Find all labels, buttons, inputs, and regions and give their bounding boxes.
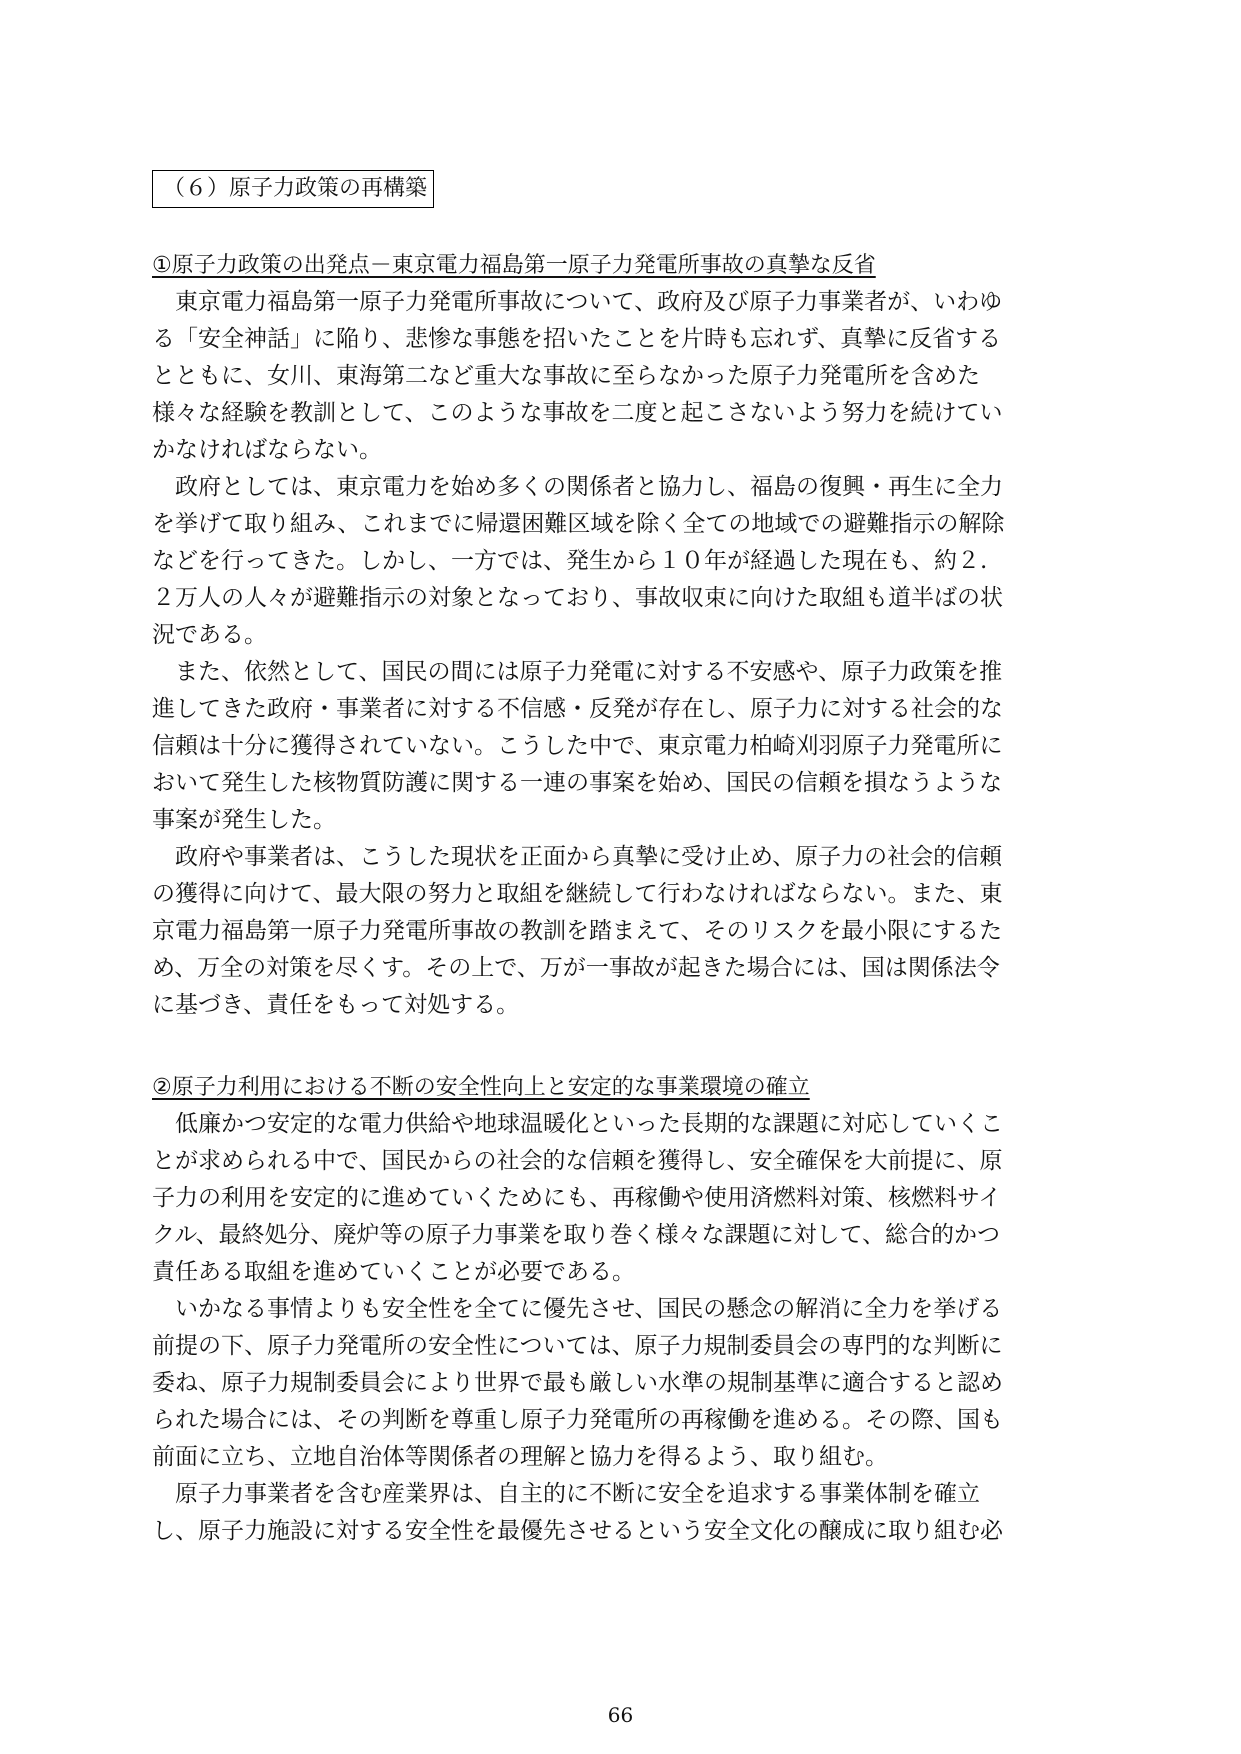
text-line: 東京電力福島第一原子力発電所事故について、政府及び原子力事業者が、いわゆ (152, 289, 1003, 315)
text-line: 原子力事業者を含む産業界は、自主的に不断に安全を追求する事業体制を確立 (152, 1481, 980, 1507)
text-line: また、依然として、国民の間には原子力発電に対する不安感や、原子力政策を推 (152, 659, 1003, 685)
text-line: 進してきた政府・事業者に対する不信感・反発が存在し、原子力に対する社会的な (152, 696, 1003, 722)
page-number: 66 (607, 1703, 634, 1727)
text-line: 前面に立ち、立地自治体等関係者の理解と協力を得るよう、取り組む。 (152, 1444, 888, 1470)
text-line: し、原子力施設に対する安全性を最優先させるという安全文化の醸成に取り組む必 (152, 1518, 1003, 1544)
text-line: とが求められる中で、国民からの社会的な信頼を獲得し、安全確保を大前提に、原 (152, 1148, 1003, 1174)
text-line: 前提の下、原子力発電所の安全性については、原子力規制委員会の専門的な判断に (152, 1333, 1003, 1359)
subsection-body-1 (152, 284, 1082, 1024)
subsection-heading-2: ②原子力利用における不断の安全性向上と安定的な事業環境の確立 (152, 1075, 810, 1100)
text-line: 政府としては、東京電力を始め多くの関係者と協力し、福島の復興・再生に全力 (152, 474, 1003, 500)
subsection-body-2 (152, 1106, 1082, 1550)
text-line: られた場合には、その判断を尊重し原子力発電所の再稼働を進める。その際、国も (152, 1407, 1003, 1433)
text-line: 子力の利用を安定的に進めていくためにも、再稼働や使用済燃料対策、核燃料サイ (152, 1185, 1002, 1211)
text-line: などを行ってきた。しかし、一方では、発生から１０年が経過した現在も、約２. (152, 548, 988, 574)
text-line: 委ね、原子力規制委員会により世界で最も厳しい水準の規制基準に適合すると認め (152, 1370, 1003, 1396)
text-line: とともに、女川、東海第二など重大な事故に至らなかった原子力発電所を含めた (152, 363, 980, 389)
text-line: おいて発生した核物質防護に関する一連の事案を始め、国民の信頼を損なうような (152, 770, 1003, 796)
text-line: クル、最終処分、廃炉等の原子力事業を取り巻く様々な課題に対して、総合的かつ (152, 1222, 1001, 1248)
text-line: を挙げて取り組み、これまでに帰還困難区域を除く全ての地域での避難指示の解除 (152, 511, 1005, 537)
text-line: る「安全神話」に陥り、悲惨な事態を招いたことを片時も忘れず、真摯に反省する (152, 326, 1002, 352)
text-line: 信頼は十分に獲得されていない。こうした中で、東京電力柏崎刈羽原子力発電所に (152, 733, 1003, 759)
text-line: ２万人の人々が避難指示の対象となっており、事故収束に向けた取組も道半ばの状 (152, 585, 1003, 611)
text-line: 事案が発生した。 (152, 807, 336, 833)
text-line: の獲得に向けて、最大限の努力と取組を継続して行わなければならない。また、東 (152, 881, 1003, 907)
text-line: に基づき、責任をもって対処する。 (152, 992, 520, 1018)
text-line: め、万全の対策を尽くす。その上で、万が一事故が起きた場合には、国は関係法令 (152, 955, 1000, 981)
text-line: 様々な経験を教訓として、このような事故を二度と起こさないよう努力を続けてい (152, 400, 1003, 426)
text-line: 政府や事業者は、こうした現状を正面から真摯に受け止め、原子力の社会的信頼 (152, 844, 1003, 870)
text-line: 況である。 (152, 622, 267, 648)
text-line: かなければならない。 (152, 437, 382, 463)
subsection-heading-1: ①原子力政策の出発点－東京電力福島第一原子力発電所事故の真摯な反省 (152, 253, 876, 278)
text-line: 京電力福島第一原子力発電所事故の教訓を踏まえて、そのリスクを最小限にするた (152, 918, 1003, 944)
text-line: 責任ある取組を進めていくことが必要である。 (152, 1259, 635, 1285)
text-line: いかなる事情よりも安全性を全てに優先させ、国民の懸念の解消に全力を挙げる (152, 1296, 1003, 1322)
text-line: 低廉かつ安定的な電力供給や地球温暖化といった長期的な課題に対応していくこ (152, 1111, 1003, 1137)
section-title: （６）原子力政策の再構築 (152, 170, 434, 208)
